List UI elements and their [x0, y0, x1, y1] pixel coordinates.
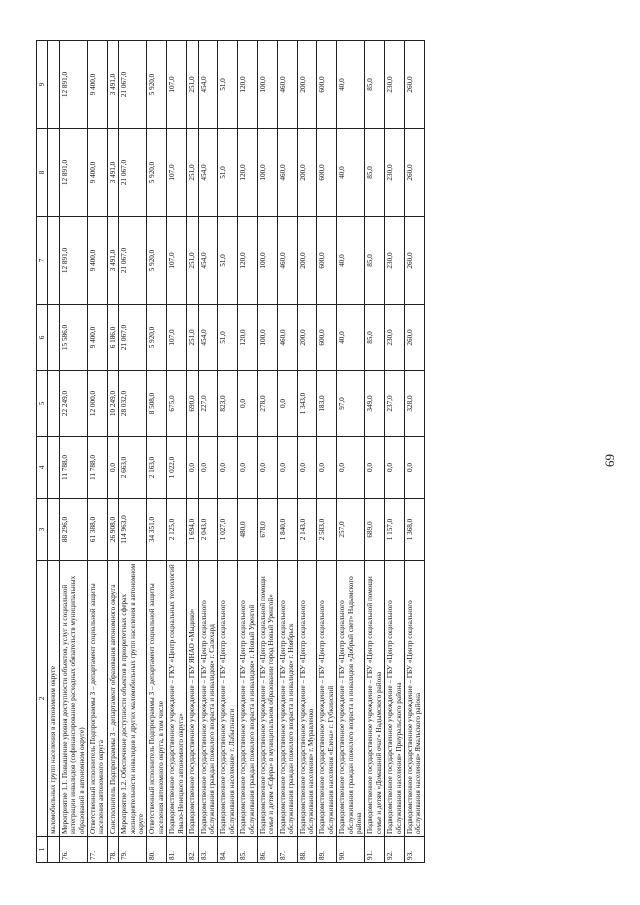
value-cell: 11 788,0 [59, 437, 87, 499]
header-cell: 8 [37, 129, 48, 217]
value-cell: 0,0 [277, 437, 297, 499]
value-cell: 61 388,0 [88, 499, 108, 561]
row-number [48, 837, 59, 863]
value-cell: 1 694,0 [187, 499, 198, 561]
value-cell: 85,0 [365, 129, 385, 217]
value-cell [48, 217, 59, 305]
value-cell: 600,0 [317, 217, 337, 305]
row-number: 80. [147, 837, 167, 863]
value-cell: 251,0 [187, 41, 198, 129]
value-cell: 2 125,0 [167, 499, 187, 561]
row-number: 93. [405, 837, 425, 863]
row-number: 91. [365, 837, 385, 863]
value-cell: 823,0 [218, 371, 238, 437]
row-description: Соисполнитель Подпрограммы 3 – департамент образования автономного округа [107, 561, 118, 837]
row-description: Подведомственное государственное учреждение – ГБУ «Центр социального обслуживания граждан пожилого возраста и инвалидов» г. Салехард [198, 561, 218, 837]
value-cell: 251,0 [187, 129, 198, 217]
value-cell: 21 067,0 [119, 129, 147, 217]
value-cell: 107,0 [167, 129, 187, 217]
value-cell: 40,0 [337, 41, 365, 129]
value-cell: 0,0 [405, 437, 425, 499]
value-cell: 10 249,0 [107, 371, 118, 437]
row-number: 83. [198, 837, 218, 863]
value-cell: 257,0 [337, 499, 365, 561]
value-cell: 1 027,0 [218, 499, 238, 561]
row-number: 79. [119, 837, 147, 863]
value-cell: 9 400,0 [88, 217, 108, 305]
value-cell: 0,0 [297, 437, 317, 499]
value-cell: 678,0 [257, 499, 277, 561]
value-cell: 5 920,0 [147, 129, 167, 217]
value-cell: 2 163,0 [147, 437, 167, 499]
value-cell: 183,0 [317, 371, 337, 437]
value-cell: 11 788,0 [88, 437, 108, 499]
value-cell: 22 249,0 [59, 371, 87, 437]
value-cell: 2 583,0 [317, 499, 337, 561]
value-cell: 114 963,0 [119, 499, 147, 561]
value-cell: 600,0 [317, 41, 337, 129]
value-cell: 3 491,0 [107, 41, 118, 129]
table-row [405, 41, 425, 863]
row-description: Подведомственное государственное учреждение – ГБУ «Центр социальной помощи семье и детям «Домашний очаг» Надымского района [365, 561, 385, 837]
value-cell: 200,0 [297, 305, 317, 371]
row-description: Мероприятие 1.2. Обеспечение доступности объектов в приоритетных сферах жизнедеятельности инвалидов и других маломобильных групп населения в автономном округе [119, 561, 147, 837]
table-row [88, 41, 108, 863]
value-cell: 1 840,0 [277, 499, 297, 561]
value-cell: 12 891,0 [59, 41, 87, 129]
value-cell: 200,0 [297, 41, 317, 129]
header-row [37, 41, 48, 863]
value-cell: 480,0 [238, 499, 258, 561]
value-cell [48, 371, 59, 437]
value-cell: 107,0 [167, 41, 187, 129]
row-number: 85. [238, 837, 258, 863]
row-number: 84. [218, 837, 238, 863]
value-cell: 0,0 [277, 371, 297, 437]
value-cell: 460,0 [277, 129, 297, 217]
row-description: Ответственный исполнитель Подпрограммы 3 – департамент социальной защиты населения автономного округа, в том числе [147, 561, 167, 837]
value-cell: 5 920,0 [147, 41, 167, 129]
value-cell: 3 491,0 [107, 217, 118, 305]
value-cell: 40,0 [337, 305, 365, 371]
value-cell: 454,0 [198, 41, 218, 129]
value-cell: 85,0 [365, 217, 385, 305]
value-cell: 107,0 [167, 305, 187, 371]
row-description: Подведомственное государственное учреждение – ГБУ «Центр социальной помощи семье и детям «Сфера» в муниципальном образовании город Новый Уренгой» [257, 561, 277, 837]
value-cell: 0,0 [238, 437, 258, 499]
value-cell [48, 437, 59, 499]
value-cell: 349,0 [365, 371, 385, 437]
value-cell: 460,0 [277, 41, 297, 129]
value-cell: 2 663,0 [119, 437, 147, 499]
value-cell: 28 032,0 [119, 371, 147, 437]
value-cell: 51,0 [218, 41, 238, 129]
value-cell: 100,0 [257, 129, 277, 217]
value-cell: 600,0 [317, 129, 337, 217]
table-row [198, 41, 218, 863]
value-cell: 100,0 [257, 305, 277, 371]
row-number: 81. [167, 837, 187, 863]
value-cell: 237,0 [385, 371, 405, 437]
value-cell: 454,0 [198, 217, 218, 305]
value-cell: 107,0 [167, 217, 187, 305]
value-cell: 675,0 [167, 371, 187, 437]
value-cell: 97,0 [337, 371, 365, 437]
row-description: Подведомственное государственное учреждение – ГБУ «Центр социального обслуживания граждан пожилого возраста и инвалидов «Добрый свет» Надымского района [337, 561, 365, 837]
value-cell: 328,0 [405, 371, 425, 437]
table-row [365, 41, 385, 863]
value-cell: 40,0 [337, 129, 365, 217]
value-cell: 88 296,0 [59, 499, 87, 561]
table-row [257, 41, 277, 863]
value-cell: 100,0 [257, 41, 277, 129]
value-cell: 8 508,0 [147, 371, 167, 437]
value-cell: 0,0 [107, 437, 118, 499]
value-cell: 0,0 [238, 371, 258, 437]
row-number: 77. [88, 837, 108, 863]
row-description: Подведомственное государственное учреждение – ГБУ «Центр социального обслуживания населения» г. Лабытнанги [218, 561, 238, 837]
table-row [317, 41, 337, 863]
value-cell: 15 586,0 [59, 305, 87, 371]
value-cell: 120,0 [238, 305, 258, 371]
value-cell: 2 143,0 [297, 499, 317, 561]
value-cell: 2 043,0 [198, 499, 218, 561]
table-row [238, 41, 258, 863]
value-cell: 460,0 [277, 305, 297, 371]
table-row [167, 41, 187, 863]
row-description: Подведомственное государственное учреждение – ГКУ «Центр социальных технологий Ямало-Ненецкого автономного округа» [167, 561, 187, 837]
value-cell: 40,0 [337, 217, 365, 305]
value-cell: 0,0 [337, 437, 365, 499]
table-row [385, 41, 405, 863]
value-cell: 9 400,0 [88, 41, 108, 129]
header-cell: 7 [37, 217, 48, 305]
value-cell: 120,0 [238, 41, 258, 129]
row-number: 90. [337, 837, 365, 863]
value-cell [48, 305, 59, 371]
value-cell: 6 186,0 [107, 305, 118, 371]
header-cell: 3 [37, 499, 48, 561]
table-body [48, 41, 424, 863]
row-description: маломобильных групп населения в автономном округе [48, 561, 59, 837]
value-cell: 21 067,0 [119, 41, 147, 129]
header-cell: 2 [37, 561, 48, 837]
row-description: Подведомственное государственное учреждение – ГБУ «Центр социального обслуживания населения» Ямальского района [405, 561, 425, 837]
value-cell: 230,0 [385, 305, 405, 371]
table-row [107, 41, 118, 863]
value-cell: 230,0 [385, 41, 405, 129]
value-cell: 454,0 [198, 305, 218, 371]
value-cell: 100,0 [257, 217, 277, 305]
row-number: 76. [59, 837, 87, 863]
row-description: Подведомственное государственное учреждение – ГБУ ЯНАО «Мыдико» [187, 561, 198, 837]
table-row [147, 41, 167, 863]
value-cell: 5 920,0 [147, 305, 167, 371]
row-description: Подведомственное государственное учреждение – ГБУ «Центр социального обслуживания населения «Елена» г. Губкинский [317, 561, 337, 837]
table-row [59, 41, 87, 863]
value-cell: 1 343,0 [297, 371, 317, 437]
header-cell: 1 [37, 837, 48, 863]
value-cell: 200,0 [297, 129, 317, 217]
value-cell: 12 000,0 [88, 371, 108, 437]
value-cell: 5 920,0 [147, 217, 167, 305]
value-cell: 26 908,0 [107, 499, 118, 561]
value-cell: 1 368,0 [405, 499, 425, 561]
table-row [297, 41, 317, 863]
value-cell: 85,0 [365, 305, 385, 371]
value-cell: 51,0 [218, 129, 238, 217]
value-cell: 21 067,0 [119, 217, 147, 305]
row-description: Мероприятие 1.1. Повышение уровня доступности объектов, услуг и социальной интеграции инвалидов (софинансирование расходных обязательств муниципальных образований в автономном округе) [59, 561, 87, 837]
value-cell: 260,0 [405, 217, 425, 305]
row-description: Подведомственное государственное учреждение – ГБУ «Центр социального обслуживания населения» г. Муравленко [297, 561, 317, 837]
value-cell: 251,0 [187, 305, 198, 371]
value-cell: 454,0 [198, 129, 218, 217]
value-cell [48, 41, 59, 129]
row-description: Ответственный исполнитель Подпрограммы 3 – департамент социальной защиты населения автономного округа [88, 561, 108, 837]
row-number: 82. [187, 837, 198, 863]
value-cell: 230,0 [385, 129, 405, 217]
value-cell: 460,0 [277, 217, 297, 305]
value-cell: 278,0 [257, 371, 277, 437]
value-cell: 34 351,0 [147, 499, 167, 561]
header-cell: 9 [37, 41, 48, 129]
value-cell: 690,0 [187, 371, 198, 437]
value-cell: 200,0 [297, 217, 317, 305]
row-number: 89. [317, 837, 337, 863]
budget-table [36, 40, 425, 863]
value-cell: 0,0 [218, 437, 238, 499]
row-description: Подведомственное государственное учреждение – ГБУ «Центр социального обслуживания граждан пожилого возраста и инвалидов» г. Ноябрьск [277, 561, 297, 837]
value-cell: 0,0 [365, 437, 385, 499]
value-cell: 0,0 [385, 437, 405, 499]
page-number: 69 [602, 454, 617, 467]
table-row [48, 41, 59, 863]
value-cell [48, 499, 59, 561]
value-cell: 600,0 [317, 305, 337, 371]
table-row [119, 41, 147, 863]
table-row [218, 41, 238, 863]
value-cell: 120,0 [238, 129, 258, 217]
value-cell [48, 129, 59, 217]
table-row [187, 41, 198, 863]
table-row [337, 41, 365, 863]
header-cell: 4 [37, 437, 48, 499]
header-cell: 5 [37, 371, 48, 437]
row-number: 88. [297, 837, 317, 863]
value-cell: 230,0 [385, 217, 405, 305]
value-cell: 9 400,0 [88, 305, 108, 371]
value-cell: 260,0 [405, 305, 425, 371]
value-cell: 3 491,0 [107, 129, 118, 217]
value-cell: 0,0 [187, 437, 198, 499]
row-number: 78. [107, 837, 118, 863]
value-cell: 51,0 [218, 217, 238, 305]
row-description: Подведомственное государственное учреждение – ГБУ «Центр социального обслуживания населения» Приуральского района [385, 561, 405, 837]
value-cell: 227,0 [198, 371, 218, 437]
value-cell: 12 891,0 [59, 129, 87, 217]
row-number: 87. [277, 837, 297, 863]
value-cell: 689,0 [365, 499, 385, 561]
header-cell: 6 [37, 305, 48, 371]
row-number: 86. [257, 837, 277, 863]
value-cell: 51,0 [218, 305, 238, 371]
row-number: 92. [385, 837, 405, 863]
table-row [277, 41, 297, 863]
value-cell: 1 022,0 [167, 437, 187, 499]
value-cell: 0,0 [317, 437, 337, 499]
value-cell: 260,0 [405, 41, 425, 129]
value-cell: 0,0 [198, 437, 218, 499]
value-cell: 9 400,0 [88, 129, 108, 217]
value-cell: 260,0 [405, 129, 425, 217]
row-description: Подведомственное государственное учреждение – ГБУ «Центр социального обслуживания граждан пожилого возраста и инвалидов» г. Новый Уренгой [238, 561, 258, 837]
value-cell: 120,0 [238, 217, 258, 305]
value-cell: 21 067,0 [119, 305, 147, 371]
value-cell: 1 157,0 [385, 499, 405, 561]
value-cell: 12 891,0 [59, 217, 87, 305]
value-cell: 85,0 [365, 41, 385, 129]
value-cell: 0,0 [257, 437, 277, 499]
value-cell: 251,0 [187, 217, 198, 305]
